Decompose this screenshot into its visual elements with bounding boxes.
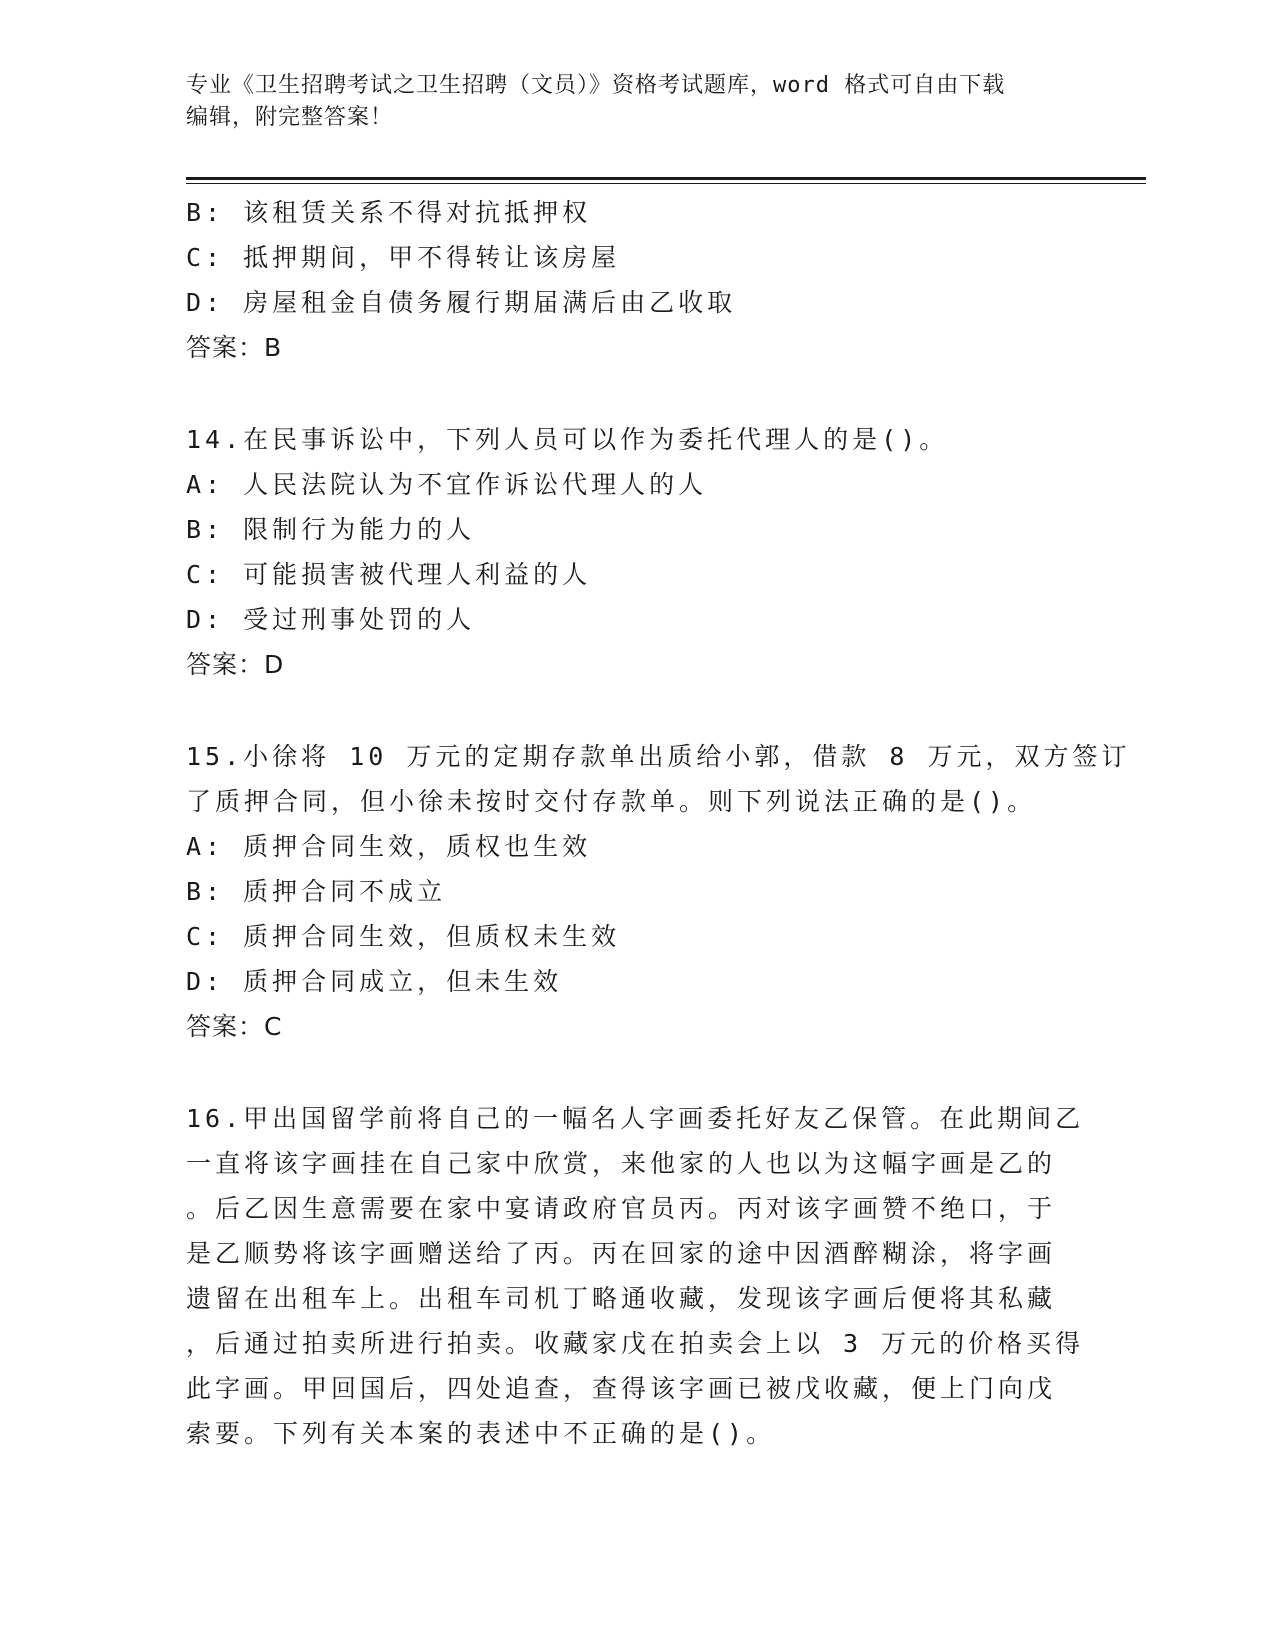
option-b: B: 质押合同不成立 [186, 877, 447, 906]
option-b: B: 该租赁关系不得对抗抵押权 [186, 198, 592, 227]
question-stem-line: 遗留在出租车上。出租车司机丁略通收藏，发现该字画后便将其私藏 [186, 1284, 1057, 1313]
option-c: C: 质押合同生效，但质权未生效 [186, 922, 621, 951]
option-d: D: 受过刑事处罚的人 [186, 605, 476, 634]
question-15 [186, 734, 1131, 1050]
option-c: C: 抵押期间，甲不得转让该房屋 [186, 243, 621, 272]
option-a: A: 人民法院认为不宜作诉讼代理人的人 [186, 470, 708, 499]
question-stem-line: 16.甲出国留学前将自己的一幅名人字画委托好友乙保管。在此期间乙 [186, 1104, 1085, 1133]
option-b: B: 限制行为能力的人 [186, 515, 476, 544]
answer-line: 答案：B [186, 333, 283, 362]
header-line-1: 专业《卫生招聘考试之卫生招聘（文员）》资格考试题库，word 格式可自由下载 [186, 73, 1006, 98]
question-16 [186, 1096, 1086, 1456]
answer-line: 答案：C [186, 1012, 283, 1041]
document-header [186, 70, 1066, 134]
question-stem-line: 一直将该字画挂在自己家中欣赏，来他家的人也以为这幅字画是乙的 [186, 1149, 1057, 1178]
question-spacer [186, 1050, 1086, 1096]
option-d: D: 质押合同成立，但未生效 [186, 967, 563, 996]
option-d: D: 房屋租金自债务履行期届满后由乙收取 [186, 288, 737, 317]
option-a: A: 质押合同生效，质权也生效 [186, 832, 592, 861]
question-list [186, 190, 1131, 1456]
question-stem-line: 15.小徐将 10 万元的定期存款单出质给小郭，借款 8 万元，双方签订 [186, 742, 1131, 771]
header-line-2: 编辑，附完整答案！ [186, 105, 394, 130]
question-14 [186, 417, 1086, 688]
answer-line: 答案：D [186, 650, 285, 679]
question-spacer [186, 371, 1086, 417]
question-stem-line: 此字画。甲回国后，四处追查，查得该字画已被戊收藏，便上门向戊 [186, 1374, 1057, 1403]
question-stem: 14.在民事诉讼中，下列人员可以作为委托代理人的是()。 [186, 425, 949, 454]
question-stem-line: 索要。下列有关本案的表述中不正确的是()。 [186, 1419, 776, 1448]
question-13 [186, 190, 1086, 371]
question-spacer [186, 688, 1086, 734]
question-stem-line: 是乙顺势将该字画赠送给了丙。丙在回家的途中因酒醉糊涂，将字画 [186, 1239, 1057, 1268]
question-stem-line: 了质押合同，但小徐未按时交付存款单。则下列说法正确的是()。 [186, 787, 1037, 816]
header-divider-thick [186, 177, 1146, 180]
question-stem-line: 。后乙因生意需要在家中宴请政府官员丙。丙对该字画赞不绝口，于 [186, 1194, 1057, 1223]
option-c: C: 可能损害被代理人利益的人 [186, 560, 592, 589]
header-divider-thin [186, 183, 1146, 184]
question-stem-line: ，后通过拍卖所进行拍卖。收藏家戊在拍卖会上以 3 万元的价格买得 [186, 1329, 1085, 1358]
